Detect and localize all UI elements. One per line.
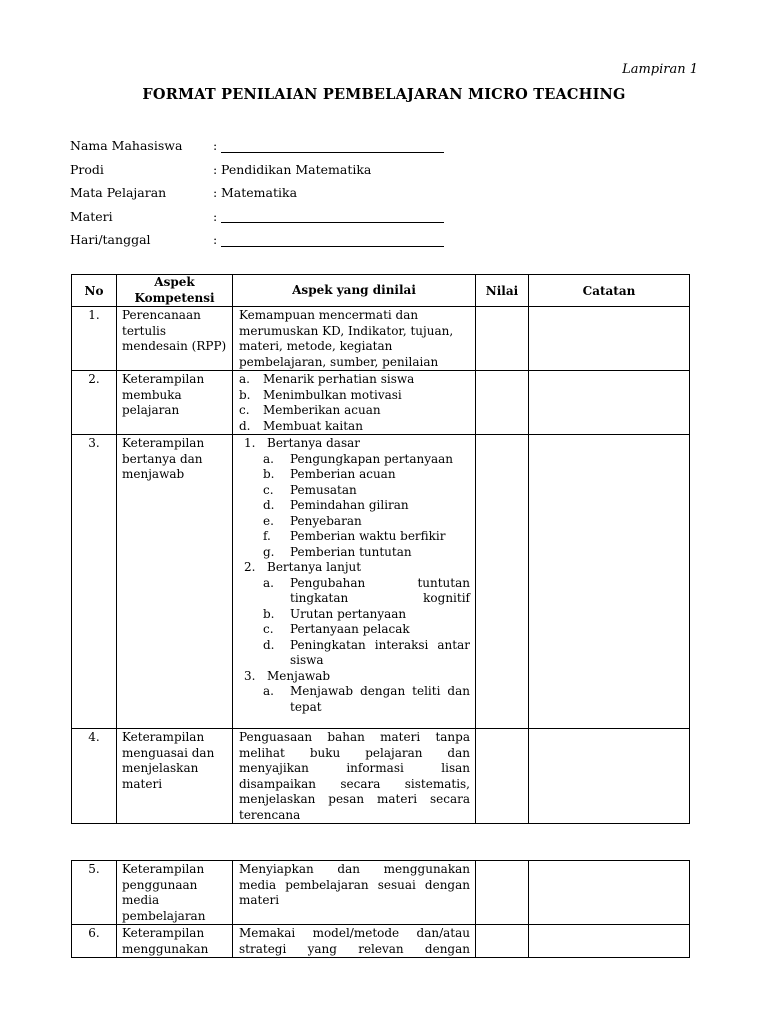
nilai-cell[interactable] <box>476 371 529 435</box>
list-item: a. Pengungkapan pertanyaan <box>263 451 454 466</box>
row-number: 6. <box>72 925 117 958</box>
materi-field[interactable] <box>221 209 444 223</box>
catatan-cell[interactable] <box>529 861 690 925</box>
row-desc: Penguasaan bahan materi tanpa melihat buku pelajaran dan menyajikan informasi lisan disampaikan secara sistematis, menjelaskan pesan materi secara terencana <box>233 729 476 824</box>
list-item: d. Peningkatan interaksi antar siswa <box>263 637 470 667</box>
table-row <box>72 861 690 925</box>
mapel-value: Matematika <box>221 185 298 201</box>
catatan-cell[interactable] <box>529 435 690 729</box>
info-label: Hari/tanggal <box>70 232 151 248</box>
table-row <box>72 371 690 435</box>
row-number: 1. <box>72 307 117 371</box>
list-item: a. Pengubahan tuntutan tingkatan kognitif <box>263 575 470 605</box>
assessment-table <box>71 274 690 824</box>
row-number: 2. <box>72 371 117 435</box>
row-desc: Kemampuan mencermati dan merumuskan KD, Indikator, tujuan, materi, metode, kegiatan pembelajaran, sumber, penilaian <box>233 307 476 371</box>
info-row-mapel: Mata Pelajaran : Matematika <box>70 185 298 201</box>
catatan-cell[interactable] <box>529 729 690 824</box>
list-item: b. Pemberian acuan <box>263 467 396 481</box>
attachment-label: Lampiran 1 <box>622 62 698 77</box>
list-item: a. Menarik perhatian siswa <box>239 372 415 386</box>
row-aspek: Keterampilan menguasai dan menjelaskan materi <box>117 729 233 824</box>
list-item: g. Pemberian tuntutan <box>263 544 412 559</box>
row-desc: Memakai model/metode dan/atau strategi yang relevan dengan <box>233 925 476 958</box>
info-label: Prodi <box>70 161 104 177</box>
list-group-label: 2. Bertanya lanjut <box>244 560 362 574</box>
hari-tanggal-field[interactable] <box>221 233 444 247</box>
catatan-cell[interactable] <box>529 371 690 435</box>
row-list <box>233 371 476 435</box>
header-dinilai: Aspek yang dinilai <box>233 275 476 307</box>
row-number: 5. <box>72 861 117 925</box>
row-aspek: Keterampilan penggunaan media pembelajaran <box>117 861 233 925</box>
row-aspek: Keterampilan bertanya dan menjawab <box>117 435 233 729</box>
info-row-hari: Hari/tanggal : <box>70 228 444 252</box>
table-row <box>72 435 690 729</box>
list-group-label: 3. Menjawab <box>244 668 331 683</box>
list-item: c. Memberikan acuan <box>239 403 381 417</box>
nilai-cell[interactable] <box>476 435 529 729</box>
row-list <box>233 435 476 729</box>
student-info <box>70 134 444 252</box>
list-item: c. Pemusatan <box>263 482 357 497</box>
page-title: FORMAT PENILAIAN PEMBELAJARAN MICRO TEACHING <box>142 86 626 103</box>
list-item: d. Pemindahan giliran <box>263 498 409 512</box>
header-nilai: Nilai <box>476 275 529 307</box>
catatan-cell[interactable] <box>529 925 690 958</box>
nilai-cell[interactable] <box>476 861 529 925</box>
list-item: e. Penyebaran <box>263 513 362 528</box>
header-no: No <box>72 275 117 307</box>
table-row <box>72 307 690 371</box>
table-row <box>72 925 690 958</box>
row-aspek: Keterampilan menggunakan <box>117 925 233 958</box>
row-number: 4. <box>72 729 117 824</box>
nilai-cell[interactable] <box>476 307 529 371</box>
list-item: f. Pemberian waktu berfikir <box>263 529 446 543</box>
info-row-nama: Nama Mahasiswa : <box>70 134 444 158</box>
list-item: c. Pertanyaan pelacak <box>263 622 410 636</box>
catatan-cell[interactable] <box>529 307 690 371</box>
prodi-value: Pendidikan Matematika <box>221 161 372 177</box>
header-aspek: Aspek Kompetensi <box>117 275 233 307</box>
row-desc: Menyiapkan dan menggunakan media pembelajaran sesuai dengan materi <box>233 861 476 925</box>
row-aspek: Perencanaan tertulis mendesain (RPP) <box>117 307 233 371</box>
nama-field[interactable] <box>221 139 444 153</box>
table-row <box>72 729 690 824</box>
nilai-cell[interactable] <box>476 729 529 824</box>
info-label: Nama Mahasiswa <box>70 138 183 154</box>
list-item: b. Urutan pertanyaan <box>263 606 407 621</box>
header-catatan: Catatan <box>529 275 690 307</box>
assessment-table-continued <box>71 860 690 958</box>
row-number: 3. <box>72 435 117 729</box>
row-aspek: Keterampilan membuka pelajaran <box>117 371 233 435</box>
table-header-row <box>72 275 690 307</box>
list-item: a. Menjawab dengan teliti dan tepat <box>263 684 470 714</box>
nilai-cell[interactable] <box>476 925 529 958</box>
list-group-label: 1. Bertanya dasar <box>244 436 360 450</box>
info-label: Mata Pelajaran <box>70 185 167 201</box>
list-item: b. Menimbulkan motivasi <box>239 387 402 402</box>
info-row-materi: Materi : <box>70 205 444 229</box>
info-label: Materi <box>70 208 113 224</box>
list-item: d. Membuat kaitan <box>239 418 363 433</box>
info-row-prodi: Prodi : Pendidikan Matematika <box>70 161 372 177</box>
